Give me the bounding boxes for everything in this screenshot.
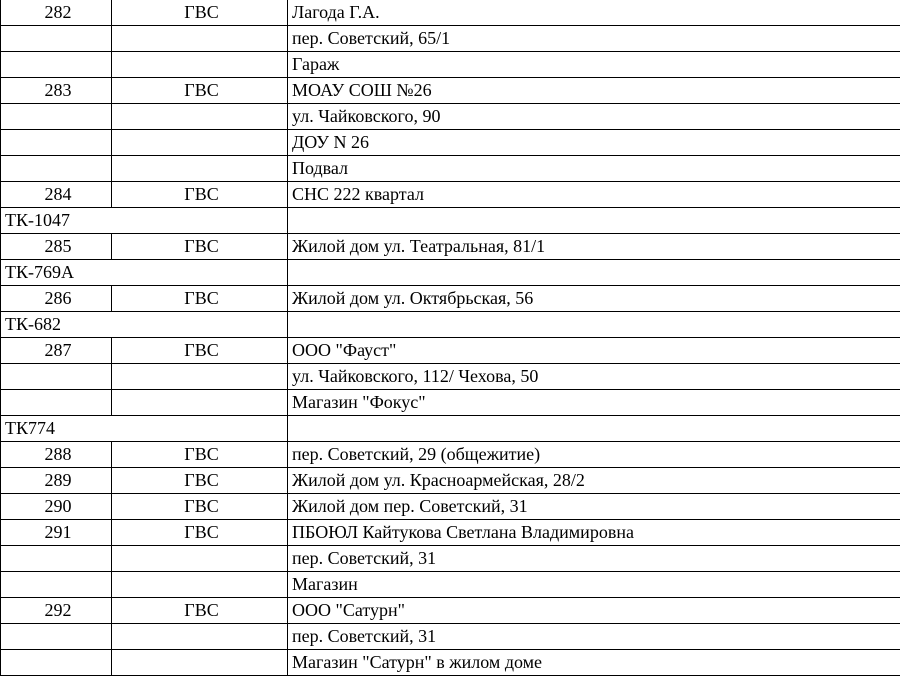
cell-number[interactable] (1, 130, 112, 156)
cell-number[interactable] (1, 156, 112, 182)
table-row (1, 494, 900, 520)
table-row (1, 546, 900, 572)
table-row (1, 650, 900, 676)
table-row (1, 338, 900, 364)
cell-kind[interactable] (112, 26, 288, 52)
cell-number[interactable]: 284 (1, 182, 112, 208)
cell-kind[interactable]: ГВС (112, 338, 288, 364)
cell-description[interactable]: Магазин (288, 572, 900, 598)
cell-kind[interactable] (112, 104, 288, 130)
group-label[interactable]: ТК-769А (1, 260, 288, 286)
cell-description[interactable]: ООО "Фауст" (288, 338, 900, 364)
cell-description[interactable]: Магазин "Фокус" (288, 390, 900, 416)
cell-description[interactable]: Жилой дом ул. Красноармейская, 28/2 (288, 468, 900, 494)
table-row (1, 390, 900, 416)
table-body (1, 0, 900, 676)
cell-number[interactable]: 283 (1, 78, 112, 104)
table-row (1, 572, 900, 598)
table-row (1, 104, 900, 130)
cell-number[interactable] (1, 624, 112, 650)
table-row (1, 156, 900, 182)
cell-description[interactable]: ул. Чайковского, 112/ Чехова, 50 (288, 364, 900, 390)
cell-description[interactable]: пер. Советский, 31 (288, 546, 900, 572)
group-row (1, 260, 900, 286)
group-row (1, 312, 900, 338)
table-row (1, 234, 900, 260)
table-row (1, 468, 900, 494)
cell-description[interactable]: Жилой дом пер. Советский, 31 (288, 494, 900, 520)
cell-number[interactable] (1, 572, 112, 598)
cell-number[interactable]: 282 (1, 0, 112, 26)
table-row (1, 52, 900, 78)
cell-number[interactable]: 291 (1, 520, 112, 546)
table-row (1, 364, 900, 390)
cell-kind[interactable]: ГВС (112, 182, 288, 208)
table-row (1, 286, 900, 312)
cell-number[interactable]: 286 (1, 286, 112, 312)
cell-description[interactable]: пер. Советский, 29 (общежитие) (288, 442, 900, 468)
cell-description[interactable]: МОАУ СОШ №26 (288, 78, 900, 104)
cell-number[interactable] (1, 650, 112, 676)
cell-kind[interactable]: ГВС (112, 468, 288, 494)
cell-number[interactable]: 290 (1, 494, 112, 520)
cell-description[interactable]: Жилой дом ул. Театральная, 81/1 (288, 234, 900, 260)
cell-description[interactable]: ДОУ N 26 (288, 130, 900, 156)
table-row (1, 78, 900, 104)
cell-description[interactable]: ООО "Сатурн" (288, 598, 900, 624)
cell-kind[interactable] (112, 364, 288, 390)
cell-kind[interactable] (112, 650, 288, 676)
table-row (1, 182, 900, 208)
cell-kind[interactable]: ГВС (112, 520, 288, 546)
cell-number[interactable]: 292 (1, 598, 112, 624)
cell-kind[interactable] (112, 156, 288, 182)
cell-kind[interactable]: ГВС (112, 286, 288, 312)
cell-description[interactable]: ул. Чайковского, 90 (288, 104, 900, 130)
cell-number[interactable] (1, 26, 112, 52)
group-row (1, 416, 900, 442)
table-row (1, 26, 900, 52)
cell-description[interactable]: пер. Советский, 65/1 (288, 26, 900, 52)
cell-kind[interactable] (112, 546, 288, 572)
cell-description[interactable] (288, 312, 900, 338)
cell-number[interactable] (1, 104, 112, 130)
cell-kind[interactable] (112, 624, 288, 650)
cell-description[interactable]: Лагода Г.А. (288, 0, 900, 26)
cell-description[interactable]: Жилой дом ул. Октябрьская, 56 (288, 286, 900, 312)
cell-number[interactable] (1, 390, 112, 416)
cell-kind[interactable]: ГВС (112, 78, 288, 104)
group-label[interactable]: ТК-682 (1, 312, 288, 338)
group-label[interactable]: ТК774 (1, 416, 288, 442)
cell-description[interactable] (288, 260, 900, 286)
cell-kind[interactable] (112, 130, 288, 156)
cell-description[interactable]: Магазин "Сатурн" в жилом доме (288, 650, 900, 676)
cell-number[interactable]: 285 (1, 234, 112, 260)
cell-description[interactable]: пер. Советский, 31 (288, 624, 900, 650)
cell-kind[interactable] (112, 52, 288, 78)
cell-kind[interactable] (112, 572, 288, 598)
table-row (1, 130, 900, 156)
cell-number[interactable] (1, 546, 112, 572)
table-row (1, 0, 900, 26)
cell-kind[interactable]: ГВС (112, 234, 288, 260)
cell-number[interactable] (1, 364, 112, 390)
cell-description[interactable]: ПБОЮЛ Кайтукова Светлана Владимировна (288, 520, 900, 546)
table-row (1, 520, 900, 546)
cell-kind[interactable]: ГВС (112, 442, 288, 468)
cell-number[interactable]: 288 (1, 442, 112, 468)
cell-description[interactable]: СНС 222 квартал (288, 182, 900, 208)
cell-description[interactable] (288, 416, 900, 442)
table-row (1, 598, 900, 624)
cell-number[interactable] (1, 52, 112, 78)
cell-description[interactable]: Гараж (288, 52, 900, 78)
cell-number[interactable]: 287 (1, 338, 112, 364)
group-label[interactable]: ТК-1047 (1, 208, 288, 234)
cell-kind[interactable] (112, 390, 288, 416)
cell-kind[interactable]: ГВС (112, 494, 288, 520)
cell-description[interactable]: Подвал (288, 156, 900, 182)
table-row (1, 624, 900, 650)
cell-kind[interactable]: ГВС (112, 598, 288, 624)
cell-description[interactable] (288, 208, 900, 234)
cell-number[interactable]: 289 (1, 468, 112, 494)
cell-kind[interactable]: ГВС (112, 0, 288, 26)
table-row (1, 442, 900, 468)
group-row (1, 208, 900, 234)
